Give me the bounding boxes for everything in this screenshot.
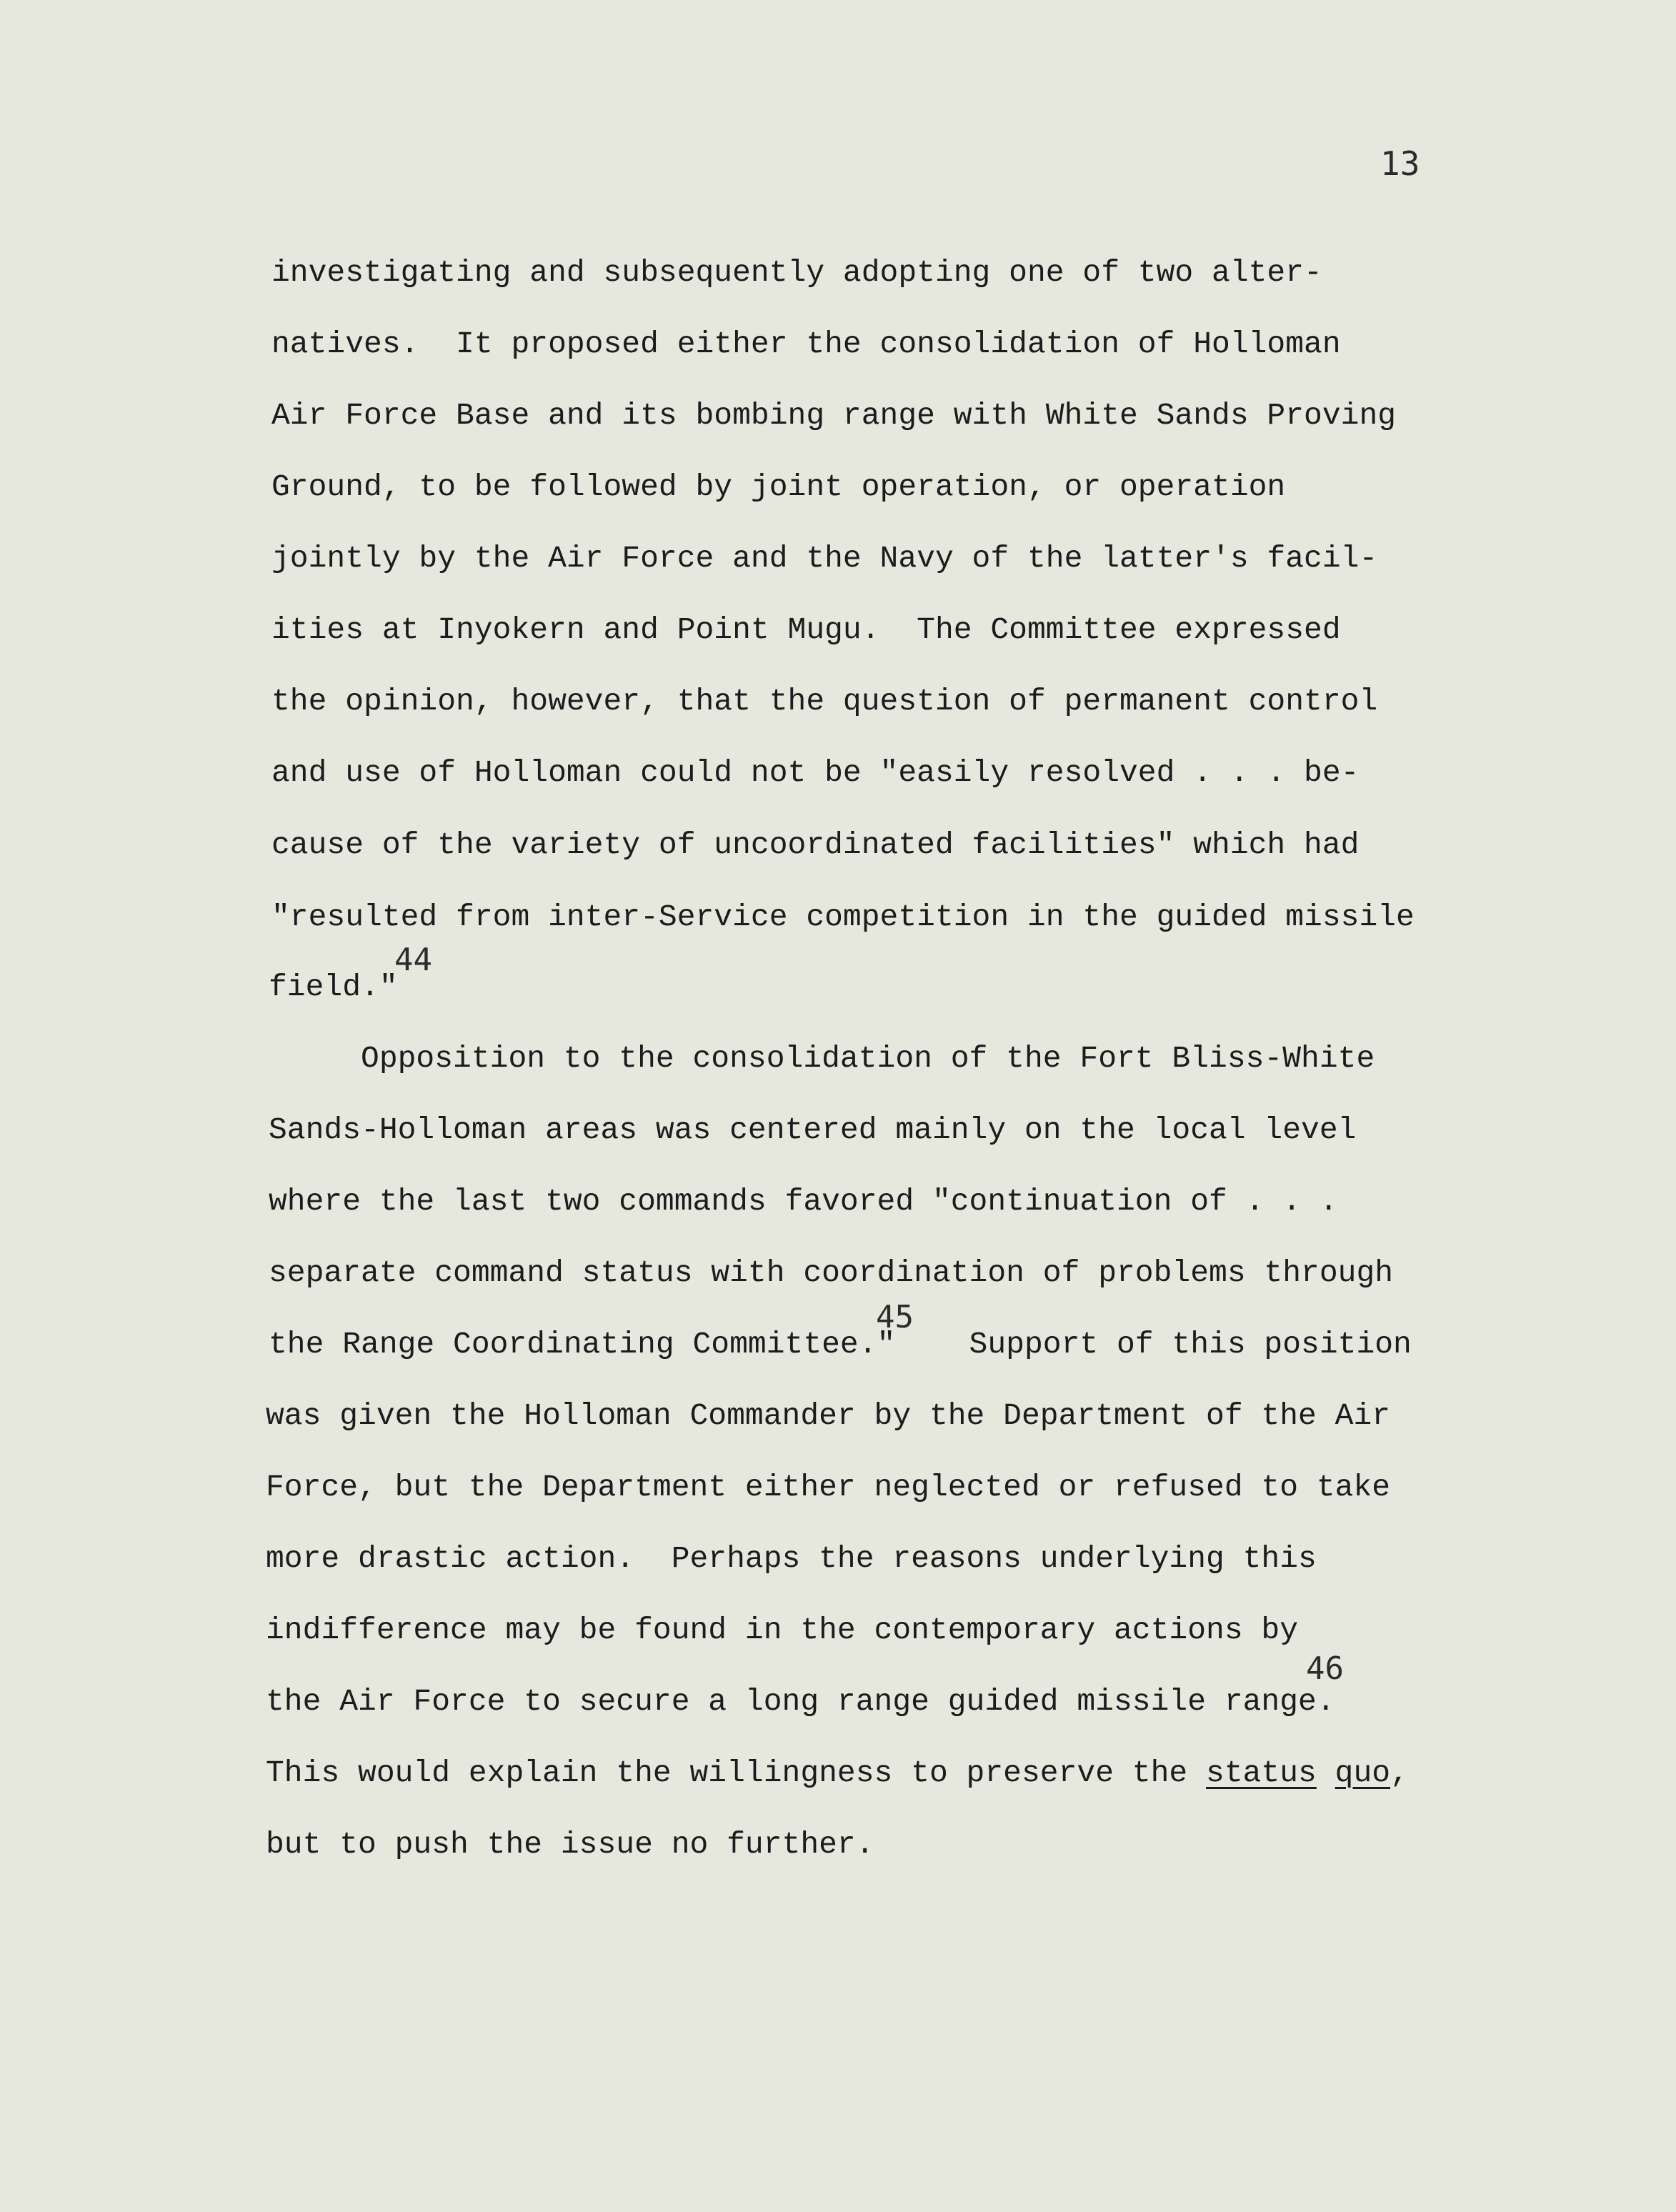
page-number: 13: [1380, 144, 1420, 183]
text-line: investigating and subsequently adopting one of two alter-: [271, 255, 1322, 290]
text-line: indifference may be found in the contemporary actions by: [266, 1613, 1299, 1648]
text-line: more drastic action. Perhaps the reasons underlying this: [266, 1541, 1317, 1576]
text-line: natives. It proposed either the consolidation of Holloman: [271, 327, 1341, 362]
text-line: the opinion, however, that the question of permanent control: [271, 684, 1378, 719]
text-line: but to push the issue no further.: [266, 1827, 874, 1862]
underlined-status: status: [1206, 1755, 1317, 1790]
text-line: cause of the variety of uncoordinated facilities" which had: [271, 827, 1360, 862]
text-line: and use of Holloman could not be "easily resolved . . . be-: [271, 755, 1360, 790]
text-line: [266, 1752, 1409, 1795]
text-line: "resulted from inter-Service competition in the guided missile: [271, 900, 1415, 935]
text-line: Force, but the Department either neglected or refused to take: [266, 1470, 1391, 1505]
text-line: Sands-Holloman areas was centered mainly on the local level: [269, 1112, 1357, 1147]
text-line: Ground, to be followed by joint operation, or operation: [271, 469, 1286, 504]
text-line: Opposition to the consolidation of the Fort Bliss-White: [269, 1041, 1375, 1076]
text-line: Air Force Base and its bombing range with White Sands Proving: [271, 398, 1397, 433]
footnote-marker-44: 44: [394, 942, 432, 978]
trailing-comma: ,: [1390, 1755, 1409, 1790]
underlined-space: [1317, 1755, 1335, 1790]
text-line: separate command status with coordination of problems through: [269, 1255, 1394, 1290]
footnote-marker-46: 46: [1306, 1650, 1344, 1687]
text-line: jointly by the Air Force and the Navy of the latter's facil-: [271, 541, 1378, 576]
footnote-marker-45: 45: [876, 1299, 914, 1335]
text-line: ities at Inyokern and Point Mugu. The Committee expressed: [271, 612, 1341, 647]
text-line: where the last two commands favored "continuation of . . .: [269, 1184, 1338, 1219]
text-line: the Range Coordinating Committee." Support of this position: [269, 1327, 1412, 1362]
text-line-start: This would explain the willingness to preserve the: [266, 1755, 1207, 1790]
text-line: was given the Holloman Commander by the Department of the Air: [266, 1398, 1391, 1433]
text-line: the Air Force to secure a long range guided missile range.: [266, 1684, 1335, 1719]
underlined-quo: quo: [1335, 1755, 1391, 1790]
text-line: field.": [269, 970, 398, 1005]
